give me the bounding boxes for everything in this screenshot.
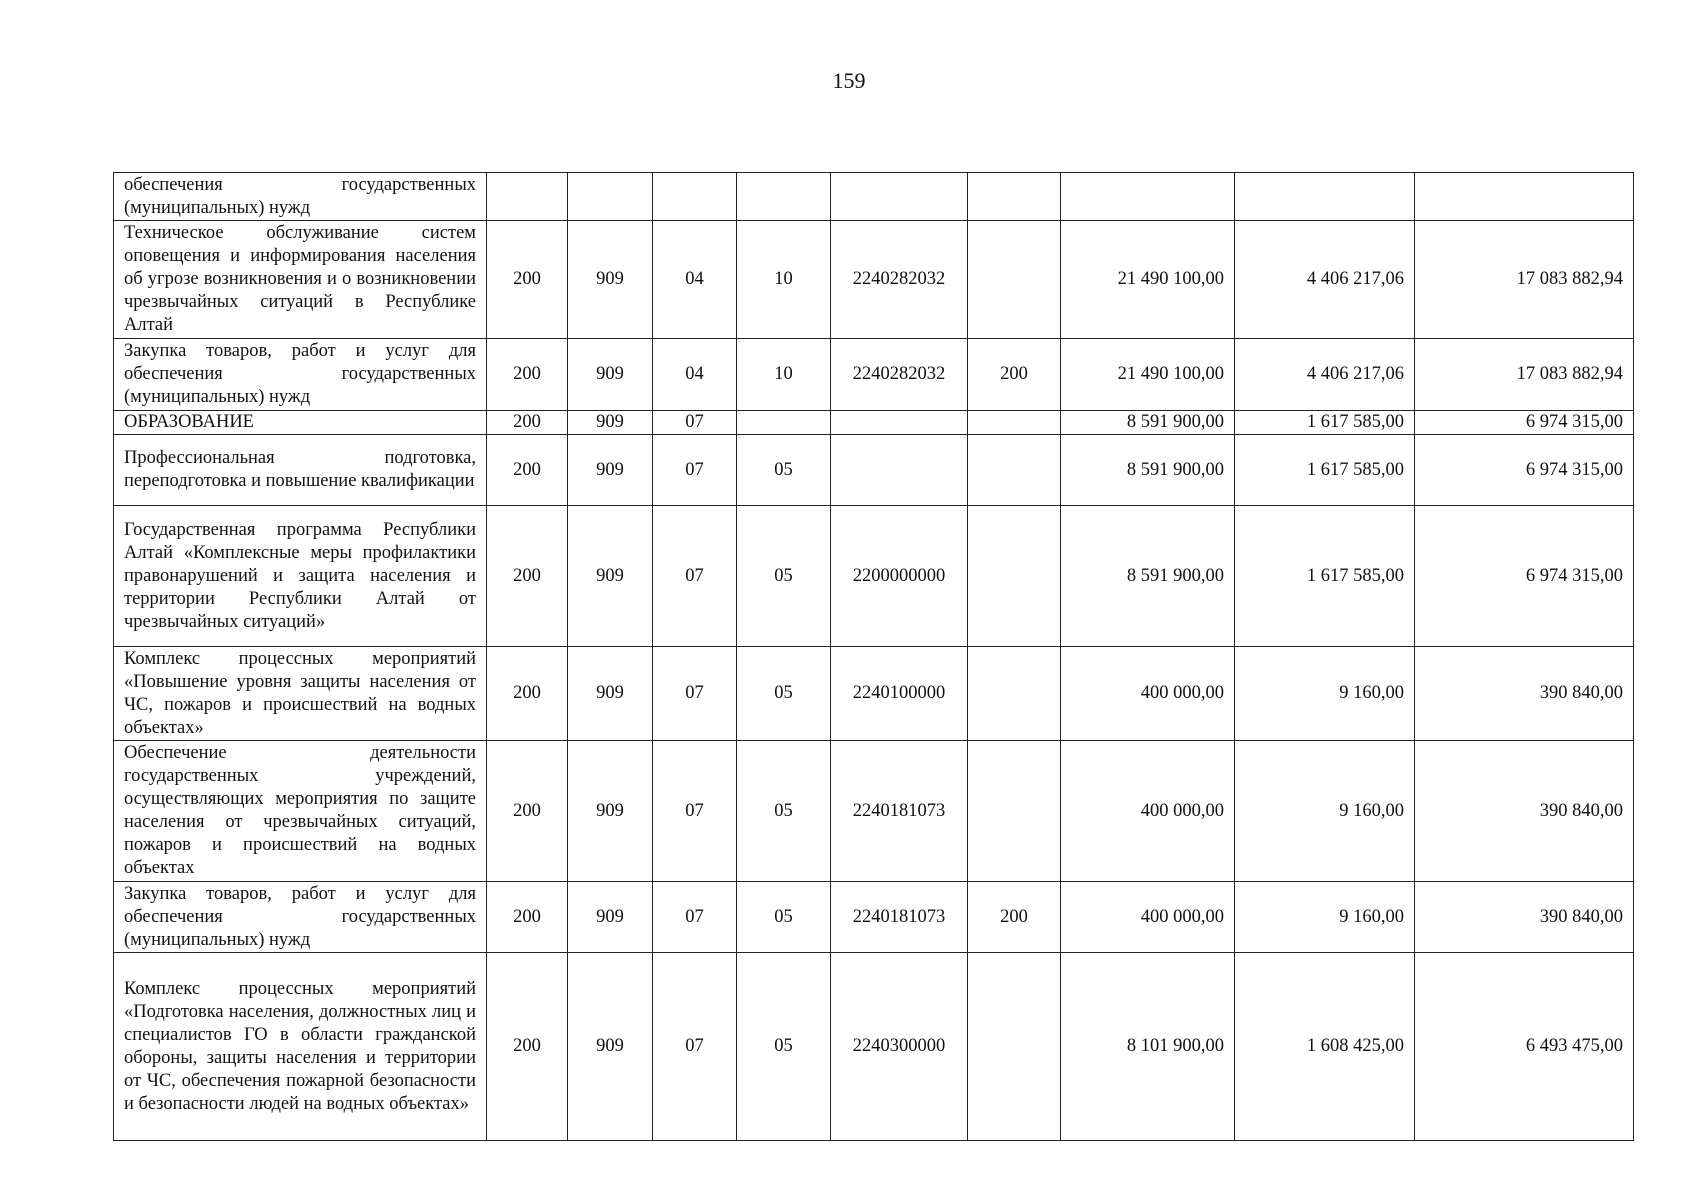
table-row bbox=[114, 411, 1634, 435]
executed-amount-cell: 1 608 425,00 bbox=[1235, 953, 1415, 1141]
executed-amount-cell bbox=[1235, 173, 1415, 221]
target-article-cell bbox=[831, 411, 968, 435]
subsection-code-cell: 10 bbox=[737, 221, 831, 339]
subsection-code-cell: 10 bbox=[737, 339, 831, 411]
section-code-cell: 07 bbox=[653, 882, 737, 953]
remainder-amount-cell: 6 974 315,00 bbox=[1415, 411, 1634, 435]
budget-table-body bbox=[114, 173, 1634, 1141]
executed-amount-cell: 9 160,00 bbox=[1235, 647, 1415, 741]
table-row bbox=[114, 506, 1634, 647]
row-name-cell: Государственная программа Республики Алтай «Комплексные меры профилактики правонарушений и защита населения и территории Республики Алтай от чрезвычайных ситуаций» bbox=[114, 506, 487, 647]
admin-code-cell: 200 bbox=[487, 506, 568, 647]
subsection-code-cell: 05 bbox=[737, 882, 831, 953]
ministry-code-cell: 909 bbox=[568, 953, 653, 1141]
row-name-cell: ОБРАЗОВАНИЕ bbox=[114, 411, 487, 435]
section-code-cell: 07 bbox=[653, 506, 737, 647]
plan-amount-cell: 400 000,00 bbox=[1061, 741, 1235, 882]
expense-type-cell bbox=[968, 953, 1061, 1141]
target-article-cell bbox=[831, 435, 968, 506]
subsection-code-cell: 05 bbox=[737, 741, 831, 882]
section-code-cell: 07 bbox=[653, 953, 737, 1141]
admin-code-cell: 200 bbox=[487, 741, 568, 882]
ministry-code-cell bbox=[568, 173, 653, 221]
remainder-amount-cell: 6 974 315,00 bbox=[1415, 506, 1634, 647]
table-row bbox=[114, 647, 1634, 741]
row-name-cell: Техническое обслуживание систем оповещения и информирования населения об угрозе возникновения и о возникновении чрезвычайных ситуаций в Республике Алтай bbox=[114, 221, 487, 339]
target-article-cell: 2200000000 bbox=[831, 506, 968, 647]
table-row bbox=[114, 741, 1634, 882]
executed-amount-cell: 1 617 585,00 bbox=[1235, 435, 1415, 506]
target-article-cell bbox=[831, 173, 968, 221]
admin-code-cell: 200 bbox=[487, 882, 568, 953]
subsection-code-cell bbox=[737, 173, 831, 221]
target-article-cell: 2240100000 bbox=[831, 647, 968, 741]
target-article-cell: 2240282032 bbox=[831, 339, 968, 411]
page-number: 159 bbox=[832, 68, 866, 93]
executed-amount-cell: 9 160,00 bbox=[1235, 741, 1415, 882]
table-row bbox=[114, 221, 1634, 339]
section-code-cell: 07 bbox=[653, 435, 737, 506]
expense-type-cell bbox=[968, 506, 1061, 647]
remainder-amount-cell: 390 840,00 bbox=[1415, 647, 1634, 741]
target-article-cell: 2240282032 bbox=[831, 221, 968, 339]
table-row bbox=[114, 173, 1634, 221]
ministry-code-cell: 909 bbox=[568, 435, 653, 506]
row-name-cell: Профессиональная подготовка, переподготовка и повышение квалификации bbox=[114, 435, 487, 506]
ministry-code-cell: 909 bbox=[568, 741, 653, 882]
plan-amount-cell: 21 490 100,00 bbox=[1061, 339, 1235, 411]
table-row bbox=[114, 339, 1634, 411]
plan-amount-cell: 400 000,00 bbox=[1061, 882, 1235, 953]
row-name-cell: обеспечения государственных (муниципальных) нужд bbox=[114, 173, 487, 221]
admin-code-cell bbox=[487, 173, 568, 221]
section-code-cell bbox=[653, 173, 737, 221]
expense-type-cell bbox=[968, 741, 1061, 882]
target-article-cell: 2240300000 bbox=[831, 953, 968, 1141]
section-code-cell: 07 bbox=[653, 647, 737, 741]
table-row bbox=[114, 953, 1634, 1141]
admin-code-cell: 200 bbox=[487, 647, 568, 741]
ministry-code-cell: 909 bbox=[568, 221, 653, 339]
plan-amount-cell: 400 000,00 bbox=[1061, 647, 1235, 741]
ministry-code-cell: 909 bbox=[568, 882, 653, 953]
subsection-code-cell: 05 bbox=[737, 953, 831, 1141]
plan-amount-cell: 8 591 900,00 bbox=[1061, 506, 1235, 647]
row-name-cell: Комплекс процессных мероприятий «Подготовка населения, должностных лиц и специалистов ГО в области гражданской обороны, защиты населения и территории от ЧС, обеспечения пожарной безопасности и безопасности людей на водных объектах» bbox=[114, 953, 487, 1141]
expense-type-cell: 200 bbox=[968, 339, 1061, 411]
remainder-amount-cell: 6 974 315,00 bbox=[1415, 435, 1634, 506]
row-name-cell: Закупка товаров, работ и услуг для обеспечения государственных (муниципальных) нужд bbox=[114, 882, 487, 953]
admin-code-cell: 200 bbox=[487, 339, 568, 411]
table-row bbox=[114, 882, 1634, 953]
remainder-amount-cell: 17 083 882,94 bbox=[1415, 339, 1634, 411]
ministry-code-cell: 909 bbox=[568, 647, 653, 741]
section-code-cell: 07 bbox=[653, 741, 737, 882]
remainder-amount-cell: 17 083 882,94 bbox=[1415, 221, 1634, 339]
executed-amount-cell: 4 406 217,06 bbox=[1235, 221, 1415, 339]
executed-amount-cell: 4 406 217,06 bbox=[1235, 339, 1415, 411]
budget-table bbox=[113, 172, 1634, 1141]
expense-type-cell bbox=[968, 173, 1061, 221]
plan-amount-cell: 8 101 900,00 bbox=[1061, 953, 1235, 1141]
target-article-cell: 2240181073 bbox=[831, 741, 968, 882]
plan-amount-cell: 8 591 900,00 bbox=[1061, 435, 1235, 506]
plan-amount-cell: 21 490 100,00 bbox=[1061, 221, 1235, 339]
admin-code-cell: 200 bbox=[487, 435, 568, 506]
subsection-code-cell: 05 bbox=[737, 647, 831, 741]
executed-amount-cell: 1 617 585,00 bbox=[1235, 506, 1415, 647]
expense-type-cell bbox=[968, 435, 1061, 506]
row-name-cell: Обеспечение деятельности государственных учреждений, осуществляющих мероприятия по защите населения от чрезвычайных ситуаций, пожаров и происшествий на водных объектах bbox=[114, 741, 487, 882]
target-article-cell: 2240181073 bbox=[831, 882, 968, 953]
plan-amount-cell: 8 591 900,00 bbox=[1061, 411, 1235, 435]
admin-code-cell: 200 bbox=[487, 411, 568, 435]
ministry-code-cell: 909 bbox=[568, 411, 653, 435]
ministry-code-cell: 909 bbox=[568, 339, 653, 411]
expense-type-cell: 200 bbox=[968, 882, 1061, 953]
section-code-cell: 07 bbox=[653, 411, 737, 435]
plan-amount-cell bbox=[1061, 173, 1235, 221]
remainder-amount-cell: 6 493 475,00 bbox=[1415, 953, 1634, 1141]
admin-code-cell: 200 bbox=[487, 221, 568, 339]
executed-amount-cell: 9 160,00 bbox=[1235, 882, 1415, 953]
subsection-code-cell: 05 bbox=[737, 435, 831, 506]
remainder-amount-cell bbox=[1415, 173, 1634, 221]
expense-type-cell bbox=[968, 221, 1061, 339]
section-code-cell: 04 bbox=[653, 221, 737, 339]
expense-type-cell bbox=[968, 411, 1061, 435]
row-name-cell: Комплекс процессных мероприятий «Повышение уровня защиты населения от ЧС, пожаров и происшествий на водных объектах» bbox=[114, 647, 487, 741]
ministry-code-cell: 909 bbox=[568, 506, 653, 647]
admin-code-cell: 200 bbox=[487, 953, 568, 1141]
expense-type-cell bbox=[968, 647, 1061, 741]
table-row bbox=[114, 435, 1634, 506]
remainder-amount-cell: 390 840,00 bbox=[1415, 741, 1634, 882]
subsection-code-cell: 05 bbox=[737, 506, 831, 647]
executed-amount-cell: 1 617 585,00 bbox=[1235, 411, 1415, 435]
subsection-code-cell bbox=[737, 411, 831, 435]
section-code-cell: 04 bbox=[653, 339, 737, 411]
remainder-amount-cell: 390 840,00 bbox=[1415, 882, 1634, 953]
row-name-cell: Закупка товаров, работ и услуг для обеспечения государственных (муниципальных) нужд bbox=[114, 339, 487, 411]
